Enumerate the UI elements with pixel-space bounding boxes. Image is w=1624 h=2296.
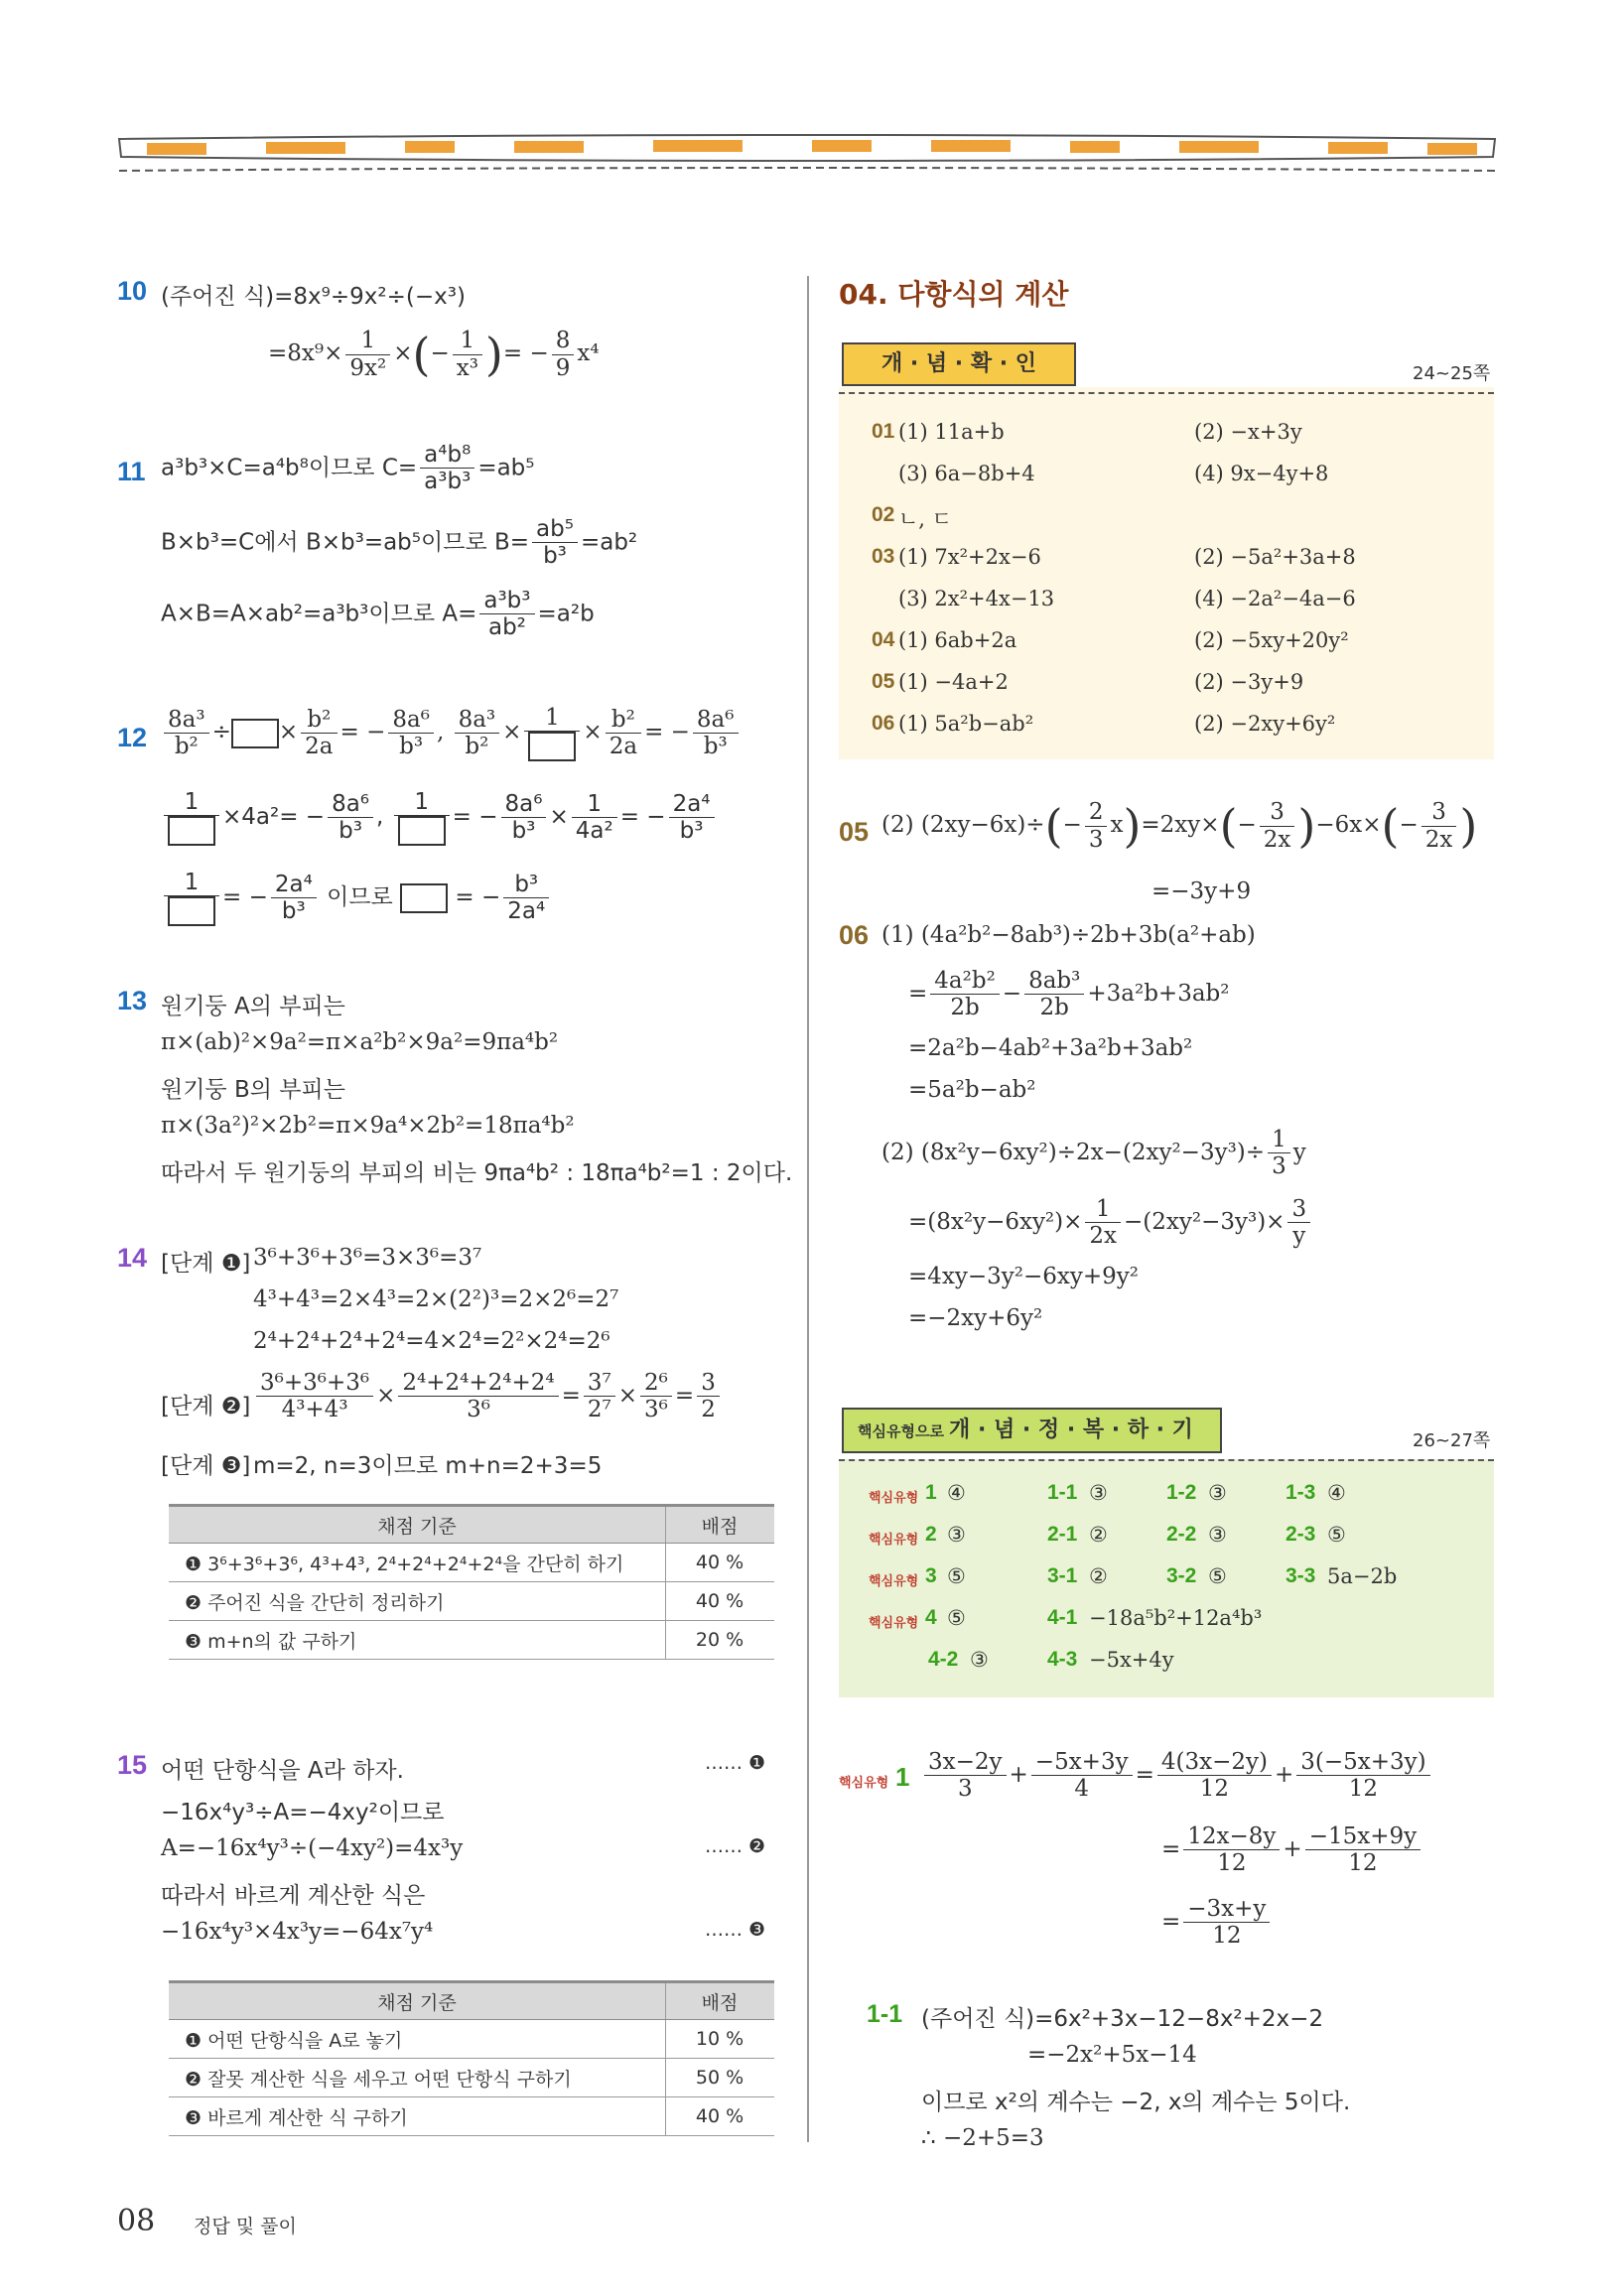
concept-answer-left: (3) 6a−8b+4 [898,462,1035,485]
solution-06-line-7: =4xy−3y²−6xy+9y² [908,1264,1139,1289]
problem-13-line-3: 원기둥 B의 부피는 [161,1077,345,1103]
key-type-1-1-line-2: =−2x²+5x−14 [1027,2042,1197,2068]
key-type-tag: 핵심유형 [869,1533,919,1548]
concept-answer-right: (2) −3y+9 [1194,670,1304,694]
problem-14-step-3-line: m=2, n=3이므로 m+n=2+3=5 [253,1453,603,1479]
review-answer: −18a⁵b²+12a⁴b³ [1089,1606,1263,1630]
table-row: ❷ 주어진 식을 간단히 정리하기 40 % [169,1582,774,1621]
concept-answer-left: (1) 6ab+2a [898,628,1017,652]
problem-14-step-1-line-3: 2⁴+2⁴+2⁴+2⁴=4×2⁴=2²×2⁴=2⁶ [253,1328,610,1354]
scoring-header-criteria: 채점 기준 [169,1506,666,1544]
solution-06-number: 06 [839,920,870,950]
problem-10-number: 10 [117,276,148,306]
problem-11-number: 11 [117,457,146,486]
page-number: 08 [117,2204,156,2238]
concept-answer-left: ㄴ, ㄷ [898,507,952,531]
scoring-header-criteria: 채점 기준 [169,1982,666,2020]
concept-answer-left: (1) −4a+2 [898,670,1009,694]
key-type-tag: 핵심유형 [869,1491,919,1506]
review-key: 1 [925,1481,937,1504]
concept-answer-left: (1) 5a²b−ab² [898,712,1034,736]
concept-answer-number: 06 [872,712,895,735]
review-answer: ③ [970,1648,989,1672]
concept-answer-left: (3) 2x²+4x−13 [898,587,1055,610]
problem-10-line-1: (주어진 식)=8x⁹÷9x²÷(−x³) [161,284,466,310]
problem-15-scoring-table [169,1980,774,2136]
problem-15-mark-2: …… ❷ [705,1835,766,1857]
concept-answer-number: 05 [872,670,895,693]
solution-05-number: 05 [839,817,870,847]
problem-13-line-1: 원기둥 A의 부피는 [161,994,345,1019]
review-answer: ⑤ [1208,1564,1227,1588]
problem-13-line-5: 따라서 두 원기둥의 부피의 비는 9πa⁴b² : 18πa⁴b²=1 : 2이다. [161,1160,793,1186]
review-answer: 5a−2b [1327,1564,1398,1588]
key-type-1-1-line-1: (주어진 식)=6x²+3x−12−8x²+2x−2 [921,2006,1324,2032]
problem-12-number: 12 [117,723,148,752]
solution-06-line-2: = $\frac{\text{4a²b²}}{2b}$ − $\frac{\text{8ab³}}{2b}$ +3a²b+3ab² [908,968,1230,1021]
review-pages: 26~27쪽 [1413,1430,1491,1451]
review-key: 2-2 [1166,1523,1197,1546]
review-key: 3 [925,1564,937,1587]
table-row: ❶ 3⁶+3⁶+3⁶, 4³+4³, 2⁴+2⁴+2⁴+2⁴을 간단히 하기 40 % [169,1544,774,1582]
problem-15-mark-1: …… ❶ [705,1752,766,1774]
concept-check-divider [839,392,1494,394]
concept-answer-left: (1) 7x²+2x−6 [898,545,1041,569]
review-divider [839,1459,1494,1461]
table-row: ❸ m+n의 값 구하기 20 % [169,1621,774,1660]
key-type-1-tag: 핵심유형 [839,1776,889,1791]
review-answer: ③ [1208,1523,1227,1547]
problem-15-line-1: 어떤 단항식을 A라 하자. [161,1758,404,1784]
problem-14-step-2-label: [단계 ❷] [161,1394,251,1419]
solution-05-line-2: =−3y+9 [1151,878,1252,904]
key-type-1-1-number: 1-1 [867,2000,903,2028]
problem-14-number: 14 [117,1243,148,1273]
review-key: 3-3 [1286,1564,1316,1587]
top-decoration-bar [117,129,1497,177]
problem-14-step-1-label: [단계 ❶] [161,1251,251,1277]
problem-14-step-1-line-2: 4³+4³=2×4³=2×(2²)³=2×2⁶=2⁷ [253,1286,619,1312]
review-key: 1-2 [1166,1481,1197,1504]
key-type-1-1-line-3: 이므로 x²의 계수는 −2, x의 계수는 5이다. [921,2090,1351,2115]
problem-14-step-3-label: [단계 ❸] [161,1453,251,1479]
review-key: 4-3 [1047,1648,1078,1671]
problem-15-line-5: −16x⁴y³×4x³y=−64x⁷y⁴ [161,1919,434,1945]
concept-check-label: 개 · 념 · 확 · 인 [842,342,1076,386]
section-title: 04. 다항식의 계산 [839,278,1069,311]
key-type-1-number: 1 [895,1762,910,1792]
problem-15-line-3: A=−16x⁴y³÷(−4xy²)=4x³y [161,1835,464,1861]
review-key: 4-2 [928,1648,959,1671]
review-answer: ② [1089,1523,1108,1547]
concept-answer-left: (1) 11a+b [898,420,1005,444]
problem-12-line-2: 1 ×4a²= − $\frac{\text{8a⁶}}{\text{b³}}$ , 1 = − $\frac{\text{8a⁶}}{\text{b³}}$ × $\frac{1}{\text{4a²}}$ = − $\frac{\text{2a⁴}}{\text{b³}}$ [161,789,718,846]
key-type-1-line-1: $\frac{3x-2y}{3}$ + $\frac{-5x+3y}{4}$ = $\frac{4(3x-2y)}{12}$ + $\frac{3(-5x+3y)}{12}$ [921,1749,1433,1803]
solution-06-line-3: =2a²b−4ab²+3a²b+3ab² [908,1035,1193,1061]
review-key: 3-2 [1166,1564,1197,1587]
scoring-header-points: 배점 [666,1982,775,2020]
concept-answer-right: (2) −x+3y [1194,420,1302,444]
concept-answer-number: 04 [872,628,895,651]
solution-05-line-1: (2) (2xy−6x)÷(− $\frac{2}{3}$ x)=2xy×(− $\frac{3}{2x}$ )−6x×(− $\frac{3}{2x}$ ) [881,799,1478,853]
review-answer: ③ [1208,1481,1227,1505]
concept-answer-right: (4) 9x−4y+8 [1194,462,1329,485]
problem-15-line-4: 따라서 바르게 계산한 식은 [161,1883,426,1909]
problem-13-line-4: π×(3a²)²×2b²=π×9a⁴×2b²=18πa⁴b² [161,1113,575,1139]
table-row: ❸ 바르게 계산한 식 구하기 40 % [169,2097,774,2136]
review-key: 1-3 [1286,1481,1316,1504]
problem-12-line-1: $\frac{\text{8a³}}{\text{b²}}$ ÷ × $\frac{\text{b²}}{2a}$ = − $\frac{\text{8a⁶}}{\text{b³}}$ , $\frac{\text{8a³}}{\text{b²}}$ × 1 × $\frac{\text{b²}}{2a}$ = − $\frac{\text{8a⁶}}{\text{b³}}$ [161,705,742,761]
review-answer: ③ [947,1523,966,1547]
review-answer: ⑤ [1327,1523,1346,1547]
review-key: 2-3 [1286,1523,1316,1546]
solution-06-line-8: =−2xy+6y² [908,1305,1043,1331]
review-answer: ③ [1089,1481,1108,1505]
key-type-1-line-2: = $\frac{12x-8y}{12}$ + $\frac{-15x+9y}{12}$ [1161,1823,1423,1877]
review-key: 2 [925,1523,937,1546]
problem-15-line-2: −16x⁴y³÷A=−4xy²이므로 [161,1800,445,1825]
table-row: ❷ 잘못 계산한 식을 세우고 어떤 단항식 구하기 50 % [169,2059,774,2097]
concept-answer-right: (2) −5a²+3a+8 [1194,545,1356,569]
solution-06-line-1: (1) (4a²b²−8ab³)÷2b+3b(a²+ab) [881,922,1256,948]
key-type-tag: 핵심유형 [869,1616,919,1631]
concept-answer-right: (4) −2a²−4a−6 [1194,587,1356,610]
problem-11-line-1: a³b³×C=a⁴b⁸이므로 C= $\frac{\text{a⁴b⁸}}{\text{a³b³}}$ =ab⁵ [161,442,535,495]
column-divider [807,276,809,2142]
problem-14-step-1-line-1: 3⁶+3⁶+3⁶=3×3⁶=3⁷ [253,1245,482,1271]
review-answer: ⑤ [947,1606,966,1630]
review-key: 4 [925,1606,937,1629]
concept-answer-number: 01 [872,420,895,443]
problem-13-line-2: π×(ab)²×9a²=π×a²b²×9a²=9πa⁴b² [161,1029,559,1055]
review-key: 2-1 [1047,1523,1078,1546]
problem-12-line-3: 1 = − $\frac{\text{2a⁴}}{\text{b³}}$ 이므로 = − $\frac{\text{b³}}{\text{2a⁴}}$ [161,870,552,926]
review-label: 핵심유형으로 개 · 념 · 정 · 복 · 하 · 기 [842,1408,1222,1453]
review-key: 4-1 [1047,1606,1078,1629]
review-answer: ④ [947,1481,966,1505]
review-answer: ④ [1327,1481,1346,1505]
review-answer: ⑤ [947,1564,966,1588]
key-type-1-line-3: = $\frac{-3x+y}{12}$ [1161,1896,1273,1950]
table-row: ❶ 어떤 단항식을 A로 놓기 10 % [169,2020,774,2059]
problem-14-scoring-table [169,1504,774,1660]
problem-11-line-3: A×B=A×ab²=a³b³이므로 A= $\frac{\text{a³b³}}{\text{ab²}}$ =a²b [161,588,595,641]
solution-06-line-6: =(8x²y−6xy²)× $\frac{1}{2x}$ −(2xy²−3y³)× $\frac{3}{y}$ [908,1196,1313,1250]
problem-14-step-2-expr: $\frac{\text{3⁶+3⁶+3⁶}}{\text{4³+4³}}$ × $\frac{\text{2⁴+2⁴+2⁴+2⁴}}{\text{3⁶}}$ = $\frac{\text{3⁷}}{\text{2⁷}}$ × $\frac{\text{2⁶}}{\text{3⁶}}$ = $\frac{3}{2}$ [253,1370,723,1423]
concept-answer-right: (2) −2xy+6y² [1194,712,1336,736]
concept-answer-number: 03 [872,545,895,568]
key-type-1-1-line-4: ∴ −2+5=3 [921,2125,1044,2151]
review-key: 3-1 [1047,1564,1078,1587]
solution-06-line-5: (2) (8x²y−6xy²)÷2x−(2xy²−3y³)÷ $\frac{1}{3}$ y [881,1127,1306,1180]
key-type-tag: 핵심유형 [869,1574,919,1589]
problem-10-line-2: =8x⁹× $\frac{1}{\text{9x²}}$ ×(− $\frac{1}{\text{x³}}$ )= − $\frac{8}{9}$ x⁴ [268,328,600,381]
scoring-header-points: 배점 [666,1506,775,1544]
concept-answer-number: 02 [872,503,895,526]
concept-answer-right: (2) −5xy+20y² [1194,628,1349,652]
footer-label: 정답 및 풀이 [194,2216,297,2237]
review-answer: ② [1089,1564,1108,1588]
problem-15-number: 15 [117,1750,148,1780]
review-key: 1-1 [1047,1481,1078,1504]
problem-11-line-2: B×b³=C에서 B×b³=ab⁵이므로 B= $\frac{\text{ab⁵}}{\text{b³}}$ =ab² [161,516,638,570]
concept-check-pages: 24~25쪽 [1413,363,1491,384]
problem-15-mark-3: …… ❸ [705,1919,766,1941]
problem-13-number: 13 [117,986,148,1015]
solution-06-line-4: =5a²b−ab² [908,1077,1036,1103]
review-answer: −5x+4y [1089,1648,1174,1672]
